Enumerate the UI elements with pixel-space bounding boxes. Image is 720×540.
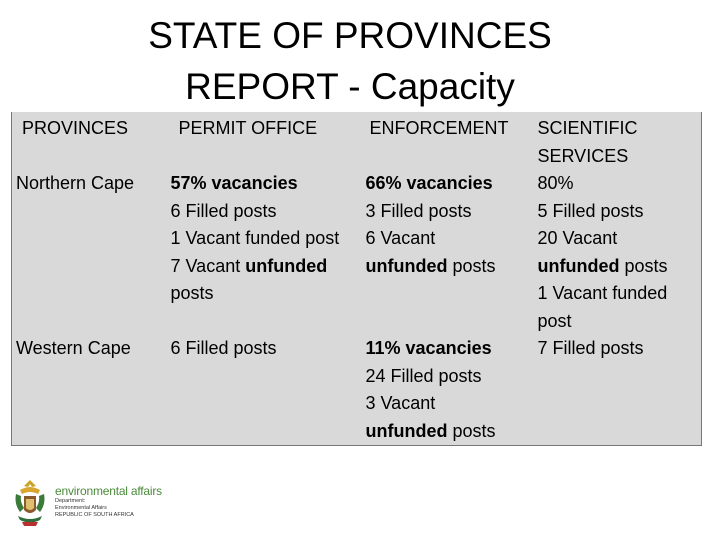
scientific-services-cell: 80% 5 Filled posts 20 Vacant unfunded posts 1 Vacant funded post — [534, 170, 702, 335]
permit-office-cell: 57% vacancies 6 Filled posts 1 Vacant funded post 7 Vacant unfunded posts — [170, 173, 340, 303]
table-row-western-cape — [12, 335, 702, 446]
page-title — [0, 10, 700, 112]
province-name: Northern Cape — [12, 170, 167, 335]
title-line-2: REPORT - Capacity — [185, 66, 515, 107]
logo-text: environmental affairs Department: Environmental Affairs REPUBLIC OF SOUTH AFRICA — [55, 484, 162, 518]
scientific-services-cell: 7 Filled posts — [534, 335, 702, 446]
enforcement-cell: 11% vacancies 24 Filled posts 3 Vacant unfunded posts — [365, 338, 496, 441]
header-permit-office: PERMIT OFFICE — [178, 118, 318, 138]
province-name: Western Cape — [12, 335, 167, 446]
coat-of-arms-icon — [10, 478, 50, 528]
capacity-table — [11, 112, 702, 446]
department-logo — [10, 478, 170, 530]
table-header-row — [12, 112, 702, 170]
header-provinces: PROVINCES — [12, 112, 167, 170]
permit-office-cell: 6 Filled posts — [170, 338, 277, 358]
header-enforcement: ENFORCEMENT — [369, 118, 509, 138]
header-scientific-services: SCIENTIFIC SERVICES — [534, 112, 702, 170]
table-row-northern-cape — [12, 170, 702, 335]
enforcement-cell: 66% vacancies 3 Filled posts 6 Vacant unfunded posts — [365, 173, 496, 276]
title-line-1: STATE OF PROVINCES — [148, 15, 552, 56]
